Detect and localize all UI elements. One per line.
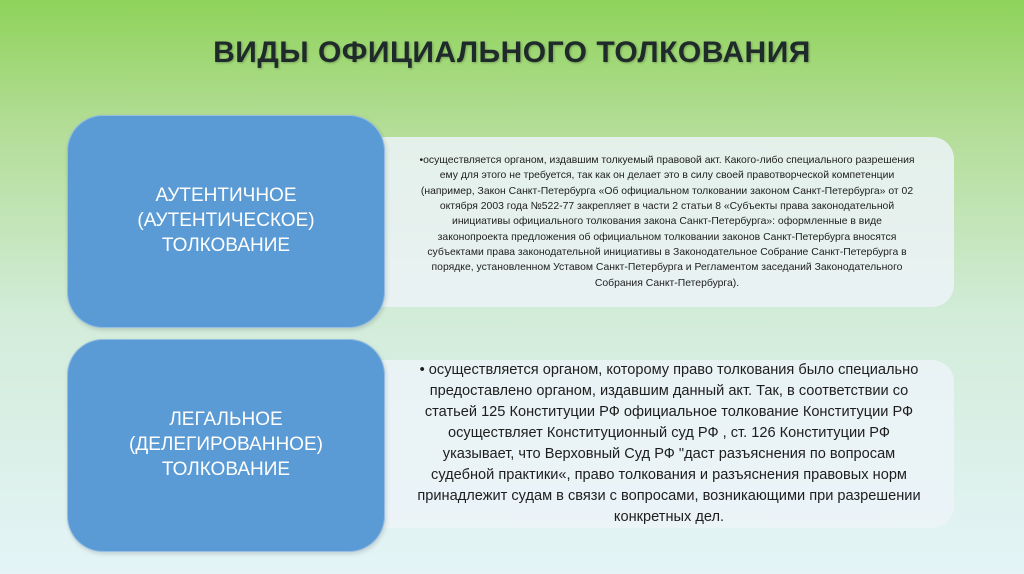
slide-title: ВИДЫ ОФИЦИАЛЬНОГО ТОЛКОВАНИЯ [213, 36, 811, 69]
authentic-heading-line-1: АУТЕНТИЧНОЕ [155, 185, 297, 207]
authentic-heading [137, 184, 314, 258]
legal-description-box [360, 360, 954, 528]
legal-heading-line-2: (ДЕЛЕГИРОВАННОЕ) [129, 434, 323, 456]
legal-heading [129, 408, 323, 482]
authentic-interpretation-box [67, 115, 385, 328]
legal-interpretation-box [67, 339, 385, 552]
authentic-description-text: •осуществляется органом, издавшим толкуемый правовой акт. Какого-либо специального разрешения ему для этого не требуется, так как он делает это в силу своей правотворческой компетенции (например, Закон Санкт-Петербурга «Об официальном толковании законом Санкт-Петербурга» от 02 октября 2003 года №522-77 закрепляет в части 2 статьи 8 «Субъекты права законодательной инициативы официального толкования закона Санкт-Петербурга»: оформленные в виде законопроекта предложения об официальном толковании законов Санкт-Петербурга вносятся субъектами права законодательной инициативы в Законодательное Собрание Санкт-Петербурга в порядке, установленном Уставом Санкт-Петербурга и Регламентом заседаний Законодательного Собрания Санкт-Петербурга). [419, 154, 915, 289]
legal-heading-line-1: ЛЕГАЛЬНОЕ [169, 409, 283, 431]
legal-heading-line-3: ТОЛКОВАНИЕ [161, 458, 291, 480]
authentic-heading-line-2: (АУТЕНТИЧЕСКОЕ) [137, 210, 315, 232]
legal-description-text: • осуществляется органом, которому право толкования было специально предоставлено органом, издавшим данный акт. Так, в соответствии со статьей 125 Конституции РФ официальное толкование Конституции РФ осуществляет Конституционный суд РФ , ст. 126 Конституции РФ указывает, что Верховный Суд РФ "даст разъяснения по вопросам судебной практики«, право толкования и разъяснения правовых норм принадлежит судам в связи с вопросами, возникающими при разрешении конкретных дел. [417, 362, 921, 525]
authentic-heading-line-3: ТОЛКОВАНИЕ [161, 234, 291, 256]
authentic-description-box [360, 137, 954, 307]
